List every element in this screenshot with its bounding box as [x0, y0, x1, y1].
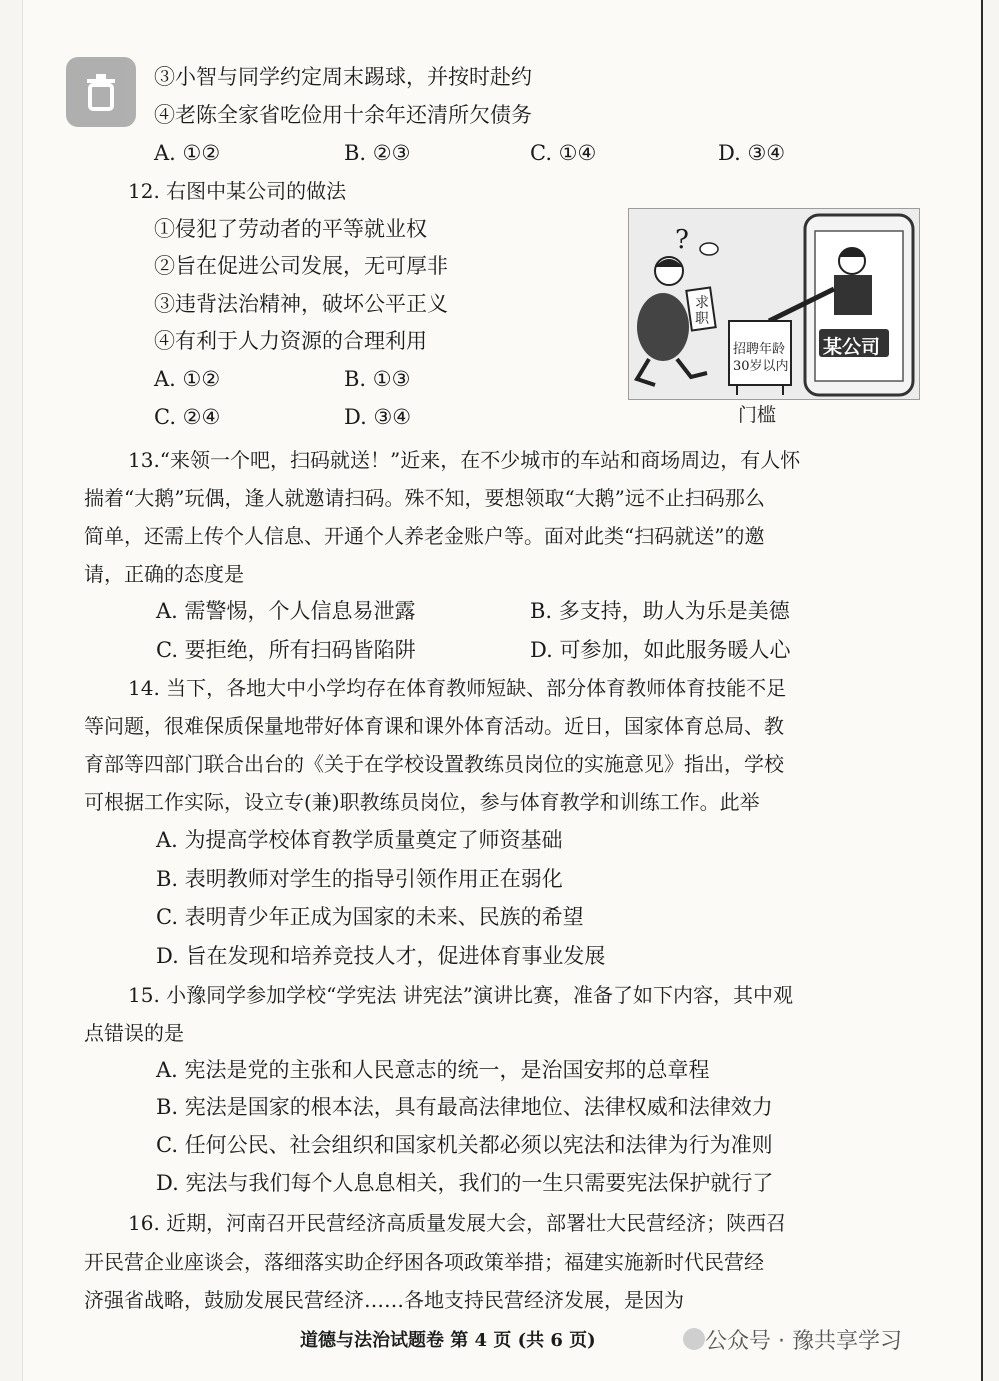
company-label: 某公司 [823, 336, 881, 358]
trash-icon [66, 57, 136, 127]
q14-option-c: C. 表明青少年正成为国家的未来、民族的希望 [156, 905, 584, 929]
q15-option-c: C. 任何公民、社会组织和国家机关都必须以宪法和法律为行为准则 [156, 1133, 773, 1157]
page-footer: 道德与法治试题卷 第 4 页 (共 6 页) [300, 1330, 596, 1351]
q14-line-1: 14. 当下，各地大中小学均存在体育教师短缺、部分体育教师体育技能不足 [128, 676, 787, 700]
q14-line-4: 可根据工作实际，设立专(兼)职教练员岗位，参与体育教学和训练工作。此举 [84, 790, 760, 814]
age-limit-line-1: 招聘年龄 [733, 342, 786, 357]
q12-option-c: C. ②④ [154, 405, 221, 429]
q11-item-3: ③小智与同学约定周末踢球，并按时赴约 [154, 65, 532, 89]
figure-caption: 门槛 [738, 404, 777, 426]
q12-item-3: ③违背法治精神，破坏公平正义 [154, 292, 448, 316]
q13-line-2: 揣着“大鹅”玩偶，逢人就邀请扫码。殊不知，要想领取“大鹅”远不止扫码那么 [84, 486, 765, 510]
cartoon-figure [628, 208, 920, 400]
q14-line-3: 育部等四部门联合出台的《关于在学校设置教练员岗位的实施意见》指出，学校 [84, 752, 784, 776]
watermark: 公众号 · 豫共享学习 [705, 1329, 902, 1354]
q13-option-a: A. 需警惕，个人信息易泄露 [156, 599, 416, 623]
q12-stem: 12. 右图中某公司的做法 [128, 179, 347, 203]
q14-option-a: A. 为提高学校体育教学质量奠定了师资基础 [156, 828, 563, 852]
q16-line-1: 16. 近期，河南召开民营经济高质量发展大会，部署壮大民营经济；陕西召 [128, 1211, 787, 1235]
q11-option-b: B. ②③ [344, 141, 411, 165]
q12-item-1: ①侵犯了劳动者的平等就业权 [154, 217, 427, 241]
q15-option-b: B. 宪法是国家的根本法，具有最高法律地位、法律权威和法律效力 [156, 1095, 773, 1119]
age-limit-line-2: 30岁以内 [733, 359, 789, 374]
q11-option-d: D. ③④ [718, 141, 786, 165]
q11-item-4: ④老陈全家省吃俭用十余年还清所欠债务 [154, 103, 532, 127]
q13-option-b: B. 多支持，助人为乐是美德 [530, 599, 790, 623]
q14-option-b: B. 表明教师对学生的指导引领作用正在弱化 [156, 867, 563, 891]
q15-option-a: A. 宪法是党的主张和人民意志的统一，是治国安邦的总章程 [156, 1058, 710, 1082]
q12-option-b: B. ①③ [344, 367, 411, 391]
q13-line-1: 13.“来领一个吧，扫码就送！”近来，在不少城市的车站和商场周边，有人怀 [128, 448, 801, 472]
delete-button[interactable] [66, 57, 136, 127]
q14-line-2: 等问题，很难保质保量地带好体育课和课外体育活动。近日，国家体育总局、教 [84, 714, 784, 738]
q13-option-d: D. 可参加，如此服务暖人心 [530, 638, 791, 662]
q11-option-c: C. ①④ [530, 141, 597, 165]
age-limit-sign [733, 341, 789, 375]
q11-option-a: A. ①② [154, 141, 221, 165]
q13-option-c: C. 要拒绝，所有扫码皆陷阱 [156, 638, 416, 662]
q15-option-d: D. 宪法与我们每个人息息相关，我们的一生只需要宪法保护就行了 [156, 1171, 774, 1195]
q13-line-3: 简单，还需上传个人信息、开通个人养老金账户等。面对此类“扫码就送”的邀 [84, 524, 765, 548]
q12-item-2: ②旨在促进公司发展，无可厚非 [154, 254, 448, 278]
q15-line-2: 点错误的是 [84, 1021, 184, 1045]
q13-line-4: 请，正确的态度是 [84, 562, 244, 586]
q16-line-3: 济强省战略，鼓励发展民营经济……各地支持民营经济发展，是因为 [84, 1288, 684, 1312]
seek-job-sign: 求职 [695, 295, 709, 327]
question-mark: ? [675, 225, 689, 255]
q12-option-d: D. ③④ [344, 405, 412, 429]
q16-line-2: 开民营企业座谈会，落细落实助企纾困各项政策举措；福建实施新时代民营经 [84, 1250, 764, 1274]
wechat-icon [683, 1328, 705, 1350]
q15-line-1: 15. 小豫同学参加学校“学宪法 讲宪法”演讲比赛，准备了如下内容，其中观 [128, 983, 793, 1007]
q12-option-a: A. ①② [154, 367, 221, 391]
q14-option-d: D. 旨在发现和培养竞技人才，促进体育事业发展 [156, 944, 606, 968]
q12-item-4: ④有利于人力资源的合理利用 [154, 329, 427, 353]
